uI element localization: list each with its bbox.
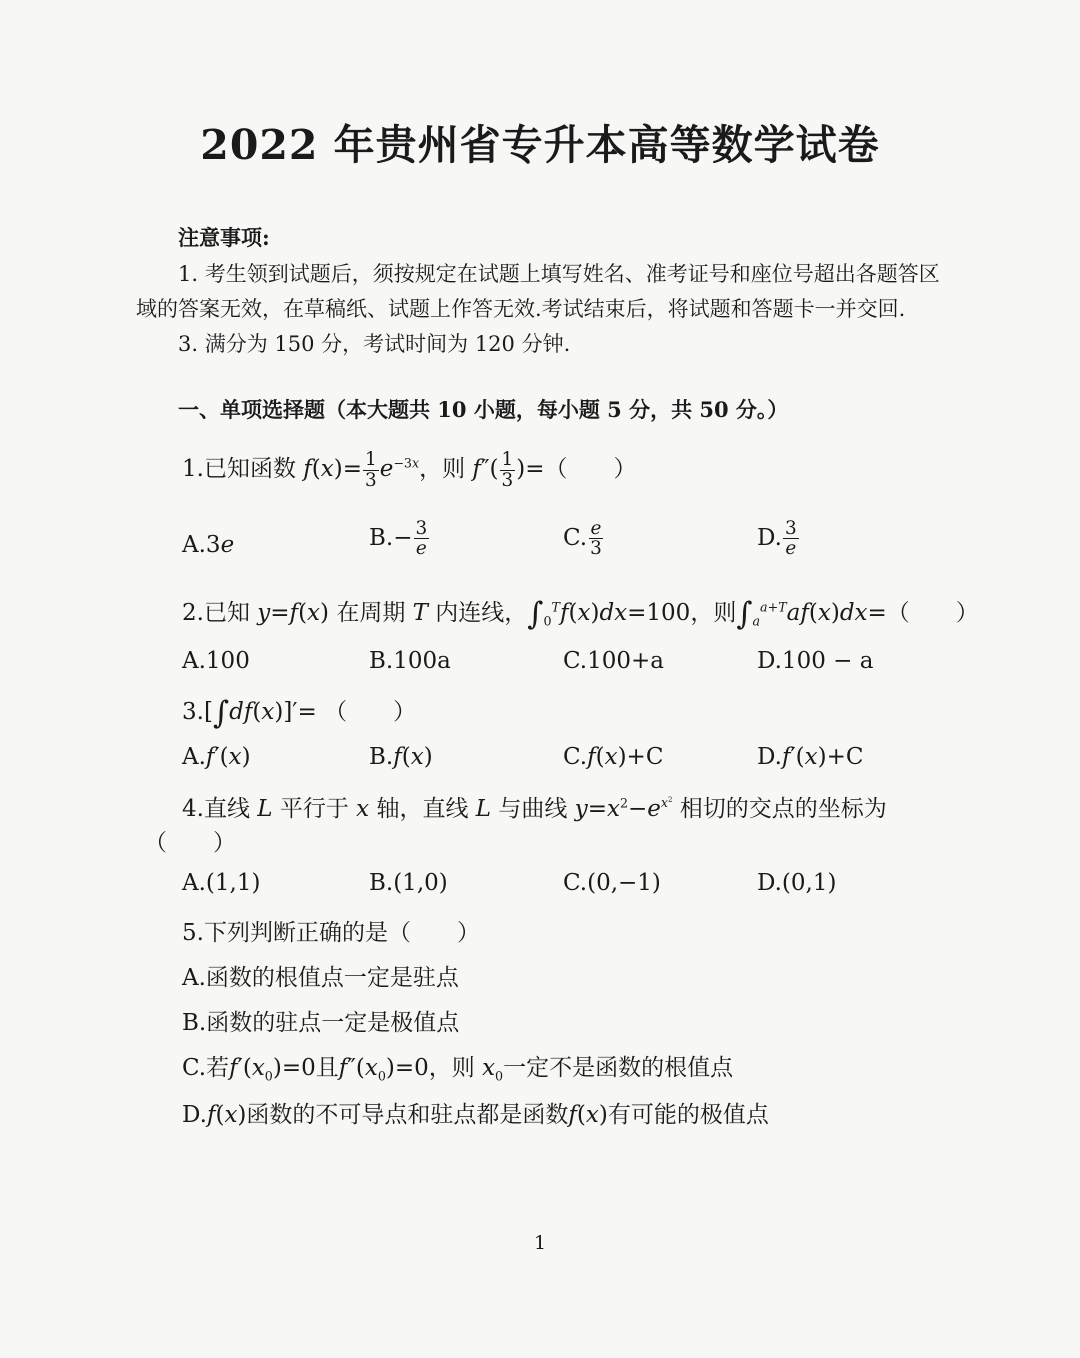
formula: $y=x^2-e^{x^2}$ — [574, 795, 673, 822]
option-text: 一定不是函数的根值点 — [503, 1055, 734, 1081]
question-1-option-a: A.3e — [182, 532, 235, 558]
question-4-text: 平行于 — [279, 796, 349, 822]
question-2-option-b: B.100a — [369, 648, 451, 674]
question-5-option-d — [182, 1096, 769, 1129]
question-4-option-c: C.(0,−1) — [563, 870, 661, 896]
formula: x — [356, 796, 370, 822]
question-5-option-a: A.函数的根值点一定是驻点 — [182, 965, 459, 991]
question-1-suffix: =（ ） — [525, 456, 637, 482]
question-4-option-d: D.(0,1) — [757, 870, 837, 896]
formula: f(x) — [206, 1102, 247, 1128]
question-5-stem: 5.下列判断正确的是（ ） — [182, 920, 480, 946]
option-text: D. — [182, 1102, 207, 1128]
question-4-text: 4.直线 — [182, 796, 250, 822]
question-4-blank: （ ） — [144, 830, 236, 856]
question-2-option-d: D.100 − a — [757, 648, 874, 674]
formula: $f'(x_0)=0$ — [229, 1055, 316, 1084]
option-text: 函数的不可导点和驻点都是函数 — [246, 1102, 569, 1128]
question-3-stem — [182, 693, 416, 731]
note-line-3: 3. 满分为 150 分，考试时间为 120 分钟. — [178, 332, 571, 356]
question-4-option-a: A.(1,1) — [182, 870, 261, 896]
question-2-suffix: （ ） — [886, 600, 979, 626]
formula: $f''(x_0)=0$ — [338, 1055, 429, 1084]
option-label: D. — [757, 524, 782, 551]
option-label: C. — [563, 744, 588, 770]
question-1-mid: ，则 — [419, 456, 466, 482]
question-2-stem — [182, 594, 979, 632]
question-2-text: ，则 — [690, 600, 737, 626]
note-line-1: 1. 考生领到试题后，须按规定在试题上填写姓名、准考证号和座位号超出各题答区 — [178, 262, 940, 286]
formula: $\int_0^Tf(x)dx=100$ — [527, 596, 691, 632]
question-5-option-c — [182, 1049, 733, 1084]
question-3-prefix: 3. — [182, 699, 204, 725]
question-3-option-d: D.f′(x)+C — [757, 744, 864, 770]
question-2-prefix: 2.已知 — [182, 600, 250, 626]
option-text: ，则 — [428, 1055, 475, 1081]
question-3-suffix: （ ） — [324, 699, 417, 725]
formula: $\int_a^{a+T}af(x)dx=$ — [736, 596, 887, 632]
formula: $x_0$ — [482, 1055, 504, 1084]
question-1-stem — [182, 450, 636, 490]
question-4-text: 轴，直线 — [376, 796, 469, 822]
question-1-option-c: C. $\frac{e}{3}$ — [563, 518, 602, 560]
formula: f″( $\frac{1}{3}$ ) — [472, 449, 526, 491]
formula: L — [257, 796, 273, 822]
formula: f(x) — [568, 1102, 608, 1128]
question-2-option-c: C.100+a — [563, 648, 664, 674]
option-text: 且 — [315, 1055, 339, 1081]
question-4-text: 与曲线 — [498, 796, 568, 822]
question-1-option-d: D. $\frac{3}{e}$ — [757, 518, 797, 560]
question-3-option-b: B.f(x) — [369, 744, 433, 770]
option-label: B. — [369, 744, 394, 770]
question-3-option-a: A.f′(x) — [182, 744, 251, 770]
page-title: 2022 年贵州省专升本高等数学试卷 — [200, 121, 880, 169]
question-4-text: 相切的交点的坐标为 — [679, 796, 887, 822]
option-text: 有可能的极值点 — [607, 1102, 769, 1128]
note-line-2: 域的答案无效，在草稿纸、试题上作答无效.考试结束后，将试题和答题卡一并交回. — [136, 297, 906, 321]
option-label: B. — [369, 524, 394, 551]
question-4-stem — [182, 790, 887, 823]
page-number: 1 — [533, 1232, 547, 1254]
question-2-text: 在周期 — [336, 600, 406, 626]
formula: y=f(x) — [257, 600, 330, 626]
formula: T — [412, 600, 428, 626]
formula: [∫df(x)]′= — [203, 695, 317, 731]
question-1-option-b: B.− $\frac{3}{e}$ — [369, 518, 428, 560]
formula: f(x)= $\frac{1}{3}$ $e^{-3x}$ — [303, 449, 420, 491]
formula: L — [475, 796, 492, 822]
option-label: A. — [182, 744, 206, 770]
question-2-option-a: A.100 — [182, 648, 250, 674]
question-3-option-c: C.f(x)+C — [563, 744, 664, 770]
question-1-prefix: 1.已知函数 — [182, 456, 296, 482]
option-label: C. — [563, 524, 588, 551]
section-heading: 一、单项选择题（本大题共 10 小题，每小题 5 分，共 50 分。） — [178, 397, 789, 422]
option-label: A. — [182, 532, 206, 558]
option-text: C.若 — [182, 1055, 230, 1081]
question-4-option-b: B.(1,0) — [369, 870, 448, 896]
notes-heading: 注意事项: — [178, 225, 270, 250]
question-5-option-b: B.函数的驻点一定是极值点 — [182, 1010, 460, 1036]
question-2-text: 内连线， — [435, 600, 528, 626]
option-label: D. — [757, 744, 782, 770]
